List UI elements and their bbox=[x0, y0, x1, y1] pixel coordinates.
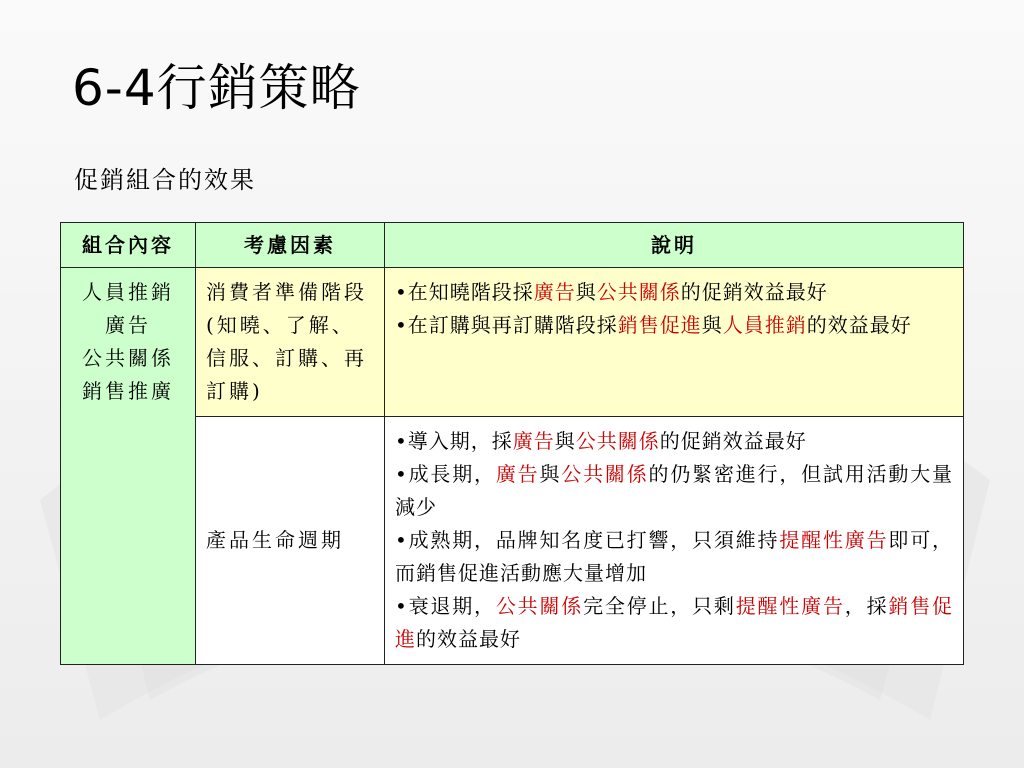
description-product-life-cycle bbox=[385, 417, 964, 665]
factor-product-life-cycle: 產品生命週期 bbox=[196, 417, 385, 665]
bullet-awareness: •在知曉階段採廣告與公共關係的促銷效益最好 bbox=[395, 280, 828, 304]
bullet-decline: •衰退期，公共關係完全停止，只剩提醒性廣告，採銷售促進的效益最好 bbox=[395, 594, 954, 651]
combo-public-relations: 公共關係 bbox=[82, 346, 174, 370]
bullet-maturity: •成熟期，品牌知名度已打響，只須維持提醒性廣告即可，而銷售促進活動應大量增加 bbox=[395, 528, 954, 585]
slide-subtitle: 促銷組合的效果 bbox=[74, 166, 256, 194]
bullet-introduction: •導入期，採廣告與公共關係的促銷效益最好 bbox=[395, 429, 807, 453]
combo-personal-selling: 人員推銷 bbox=[82, 280, 174, 304]
header-factor: 考慮因素 bbox=[196, 223, 385, 268]
combo-cell bbox=[61, 268, 196, 665]
description-buyer-readiness bbox=[385, 268, 964, 417]
header-description: 說明 bbox=[385, 223, 964, 268]
factor-buyer-readiness: 消費者準備階段(知曉、了解、信服、訂購、再訂購) bbox=[196, 268, 385, 417]
bullet-ordering: •在訂購與再訂購階段採銷售促進與人員推銷的效益最好 bbox=[395, 313, 912, 337]
combo-sales-promotion: 銷售推廣 bbox=[82, 379, 174, 403]
header-combo: 組合內容 bbox=[61, 223, 196, 268]
table-row bbox=[61, 417, 964, 665]
table-header-row bbox=[61, 223, 964, 268]
slide-title: 6-4行銷策略 bbox=[72, 59, 361, 117]
promotion-mix-table bbox=[60, 222, 964, 665]
bullet-growth: •成長期，廣告與公共關係的仍緊密進行，但試用活動大量減少 bbox=[395, 462, 954, 519]
table-row bbox=[61, 268, 964, 417]
combo-advertising: 廣告 bbox=[105, 313, 151, 337]
